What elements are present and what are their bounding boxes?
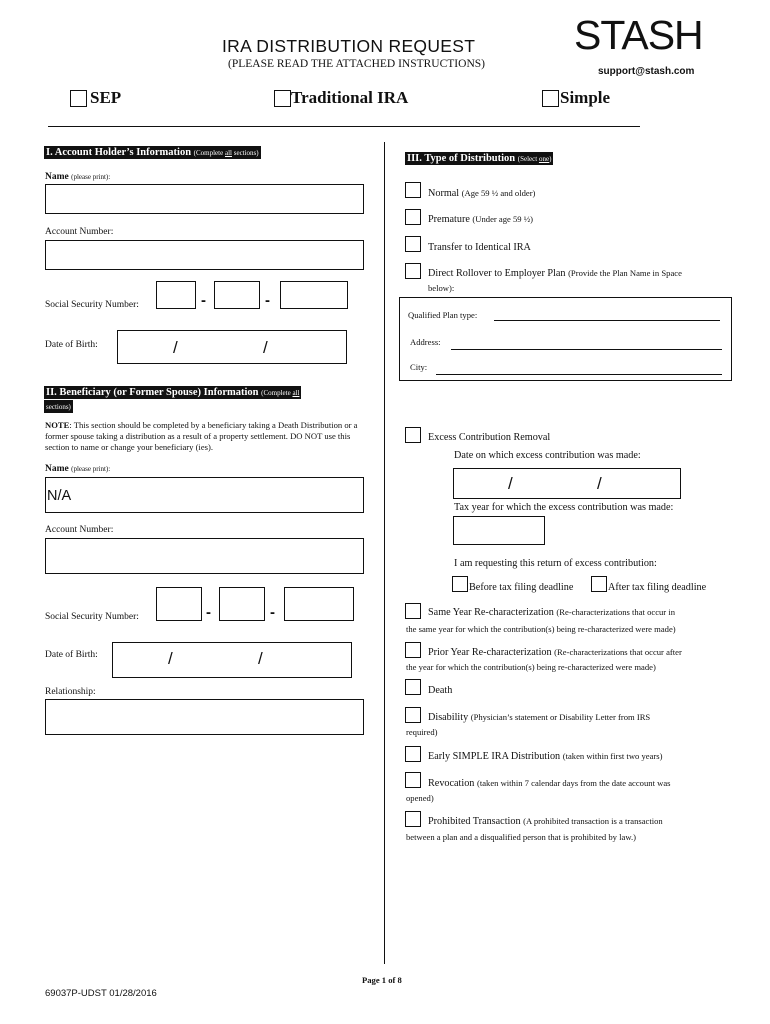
holder-ssn-part2[interactable] — [214, 281, 260, 309]
beneficiary-ssn-part3[interactable] — [284, 587, 354, 621]
beneficiary-dob-label: Date of Birth: — [45, 650, 98, 660]
holder-ssn-part3[interactable] — [280, 281, 348, 309]
before-deadline-checkbox[interactable] — [452, 576, 468, 592]
after-deadline-checkbox[interactable] — [591, 576, 607, 592]
excess-checkbox[interactable] — [405, 427, 421, 443]
beneficiary-name-value: N/A — [47, 488, 72, 504]
excess-date-input[interactable] — [453, 468, 681, 499]
same-year-label: Same Year Re-characterization (Re-characterizations that occur in — [428, 607, 676, 618]
death-checkbox[interactable] — [405, 679, 421, 695]
premature-label: Premature (Under age 59 ½) — [428, 214, 534, 225]
same-year-checkbox[interactable] — [405, 603, 421, 619]
holder-dob-label: Date of Birth: — [45, 340, 98, 350]
excess-tax-year-label: Tax year for which the excess contribution was made: — [454, 502, 674, 513]
section-1-header: I. Account Holder’s Information (Complete all sections) — [46, 147, 259, 158]
normal-label: Normal (Age 59 ½ and older) — [428, 188, 536, 199]
holder-ssn-part1[interactable] — [156, 281, 196, 309]
beneficiary-ssn-part1[interactable] — [156, 587, 202, 621]
holder-name-label: Name (please print): — [45, 172, 111, 182]
section-3-header: III. Type of Distribution (Select one) — [407, 153, 552, 164]
same-year-label-cont: the same year for which the contribution(s) being re-characterized were made) — [406, 624, 676, 634]
holder-ssn-dash2: - — [265, 292, 270, 309]
address-label: Address: — [410, 337, 441, 347]
revocation-checkbox[interactable] — [405, 772, 421, 788]
prohibited-checkbox[interactable] — [405, 811, 421, 827]
death-label: Death — [428, 685, 453, 696]
disability-checkbox[interactable] — [405, 707, 421, 723]
holder-dob-slash2: / — [263, 338, 268, 357]
form-subtitle: (PLEASE READ THE ATTACHED INSTRUCTIONS) — [228, 58, 485, 70]
support-email[interactable]: support@stash.com — [598, 66, 695, 77]
prior-year-label: Prior Year Re-characterization (Re-characterizations that occur after — [428, 647, 682, 658]
beneficiary-dob-input[interactable] — [112, 642, 352, 678]
excess-date-label: Date on which excess contribution was made: — [454, 450, 641, 461]
excess-date-slash2: / — [597, 474, 602, 493]
beneficiary-dob-slash1: / — [168, 649, 173, 668]
form-title: IRA DISTRIBUTION REQUEST — [222, 36, 476, 56]
qualified-plan-label: Qualified Plan type: — [408, 310, 478, 320]
prior-year-checkbox[interactable] — [405, 642, 421, 658]
holder-dob-slash1: / — [173, 338, 178, 357]
beneficiary-ssn-dash1: - — [206, 604, 211, 621]
beneficiary-ssn-label: Social Security Number: — [45, 612, 139, 622]
prohibited-label: Prohibited Transaction (A prohibited transaction is a transaction — [428, 816, 663, 827]
prohibited-label-cont: between a plan and a disqualified person that is prohibited by law.) — [406, 832, 636, 842]
beneficiary-note: NOTE: This section should be completed by a beneficiary taking a Death Distribution or a former spouse taking a distribution as a result of a property settlement. DO NOT use this section to name or change your beneficiary (ies). — [45, 420, 358, 452]
page-number: Page 1 of 8 — [362, 975, 402, 985]
form-id: 69037P-UDST 01/28/2016 — [45, 988, 157, 999]
early-simple-checkbox[interactable] — [405, 746, 421, 762]
address-input[interactable] — [451, 349, 722, 350]
prior-year-label-cont: the year for which the contribution(s) being re-characterized were made) — [406, 662, 656, 672]
beneficiary-name-label: Name (please print): — [45, 464, 111, 474]
beneficiary-account-label: Account Number: — [45, 525, 114, 535]
holder-dob-input[interactable] — [117, 330, 347, 364]
sep-checkbox[interactable] — [70, 90, 87, 107]
beneficiary-dob-slash2: / — [258, 649, 263, 668]
sep-label: SEP — [90, 88, 122, 107]
beneficiary-account-input[interactable] — [45, 538, 364, 574]
traditional-ira-checkbox[interactable] — [274, 90, 291, 107]
stash-logo: STASH — [574, 12, 703, 58]
qualified-plan-input[interactable] — [494, 320, 720, 321]
beneficiary-ssn-part2[interactable] — [219, 587, 265, 621]
holder-account-label: Account Number: — [45, 227, 114, 237]
before-deadline-label: Before tax filing deadline — [469, 582, 574, 593]
excess-date-slash1: / — [508, 474, 513, 493]
holder-name-input[interactable] — [45, 184, 364, 214]
simple-label: Simple — [560, 88, 611, 107]
relationship-label: Relationship: — [45, 687, 96, 697]
column-divider — [384, 142, 385, 964]
holder-account-input[interactable] — [45, 240, 364, 270]
revocation-label: Revocation (taken within 7 calendar days from the date account was — [428, 778, 671, 789]
city-input[interactable] — [436, 374, 722, 375]
simple-checkbox[interactable] — [542, 90, 559, 107]
excess-label: Excess Contribution Removal — [428, 432, 551, 443]
disability-label: Disability (Physician’s statement or Disability Letter from IRS — [428, 712, 651, 723]
section-2-header-line1: II. Beneficiary (or Former Spouse) Information (Complete all — [46, 387, 300, 398]
rollover-checkbox[interactable] — [405, 263, 421, 279]
section-2-header-line2: sections) — [44, 400, 73, 413]
rollover-label: Direct Rollover to Employer Plan (Provide the Plan Name in Space — [428, 268, 682, 279]
city-label: City: — [410, 362, 428, 372]
excess-tax-year-input[interactable] — [453, 516, 545, 545]
transfer-label: Transfer to Identical IRA — [428, 242, 531, 253]
beneficiary-name-input[interactable] — [45, 477, 364, 513]
traditional-ira-label: Traditional IRA — [291, 88, 409, 107]
disability-label-cont: required) — [406, 727, 438, 737]
transfer-checkbox[interactable] — [405, 236, 421, 252]
relationship-input[interactable] — [45, 699, 364, 735]
header-divider — [48, 126, 640, 127]
after-deadline-label: After tax filing deadline — [608, 582, 707, 593]
normal-checkbox[interactable] — [405, 182, 421, 198]
premature-checkbox[interactable] — [405, 209, 421, 225]
holder-ssn-label: Social Security Number: — [45, 300, 139, 310]
early-simple-label: Early SIMPLE IRA Distribution (taken within first two years) — [428, 751, 663, 762]
rollover-label-cont: below): — [428, 283, 455, 293]
excess-request-label: I am requesting this return of excess contribution: — [454, 558, 657, 569]
holder-ssn-dash1: - — [201, 292, 206, 309]
beneficiary-ssn-dash2: - — [270, 604, 275, 621]
revocation-label-cont: opened) — [406, 793, 434, 803]
